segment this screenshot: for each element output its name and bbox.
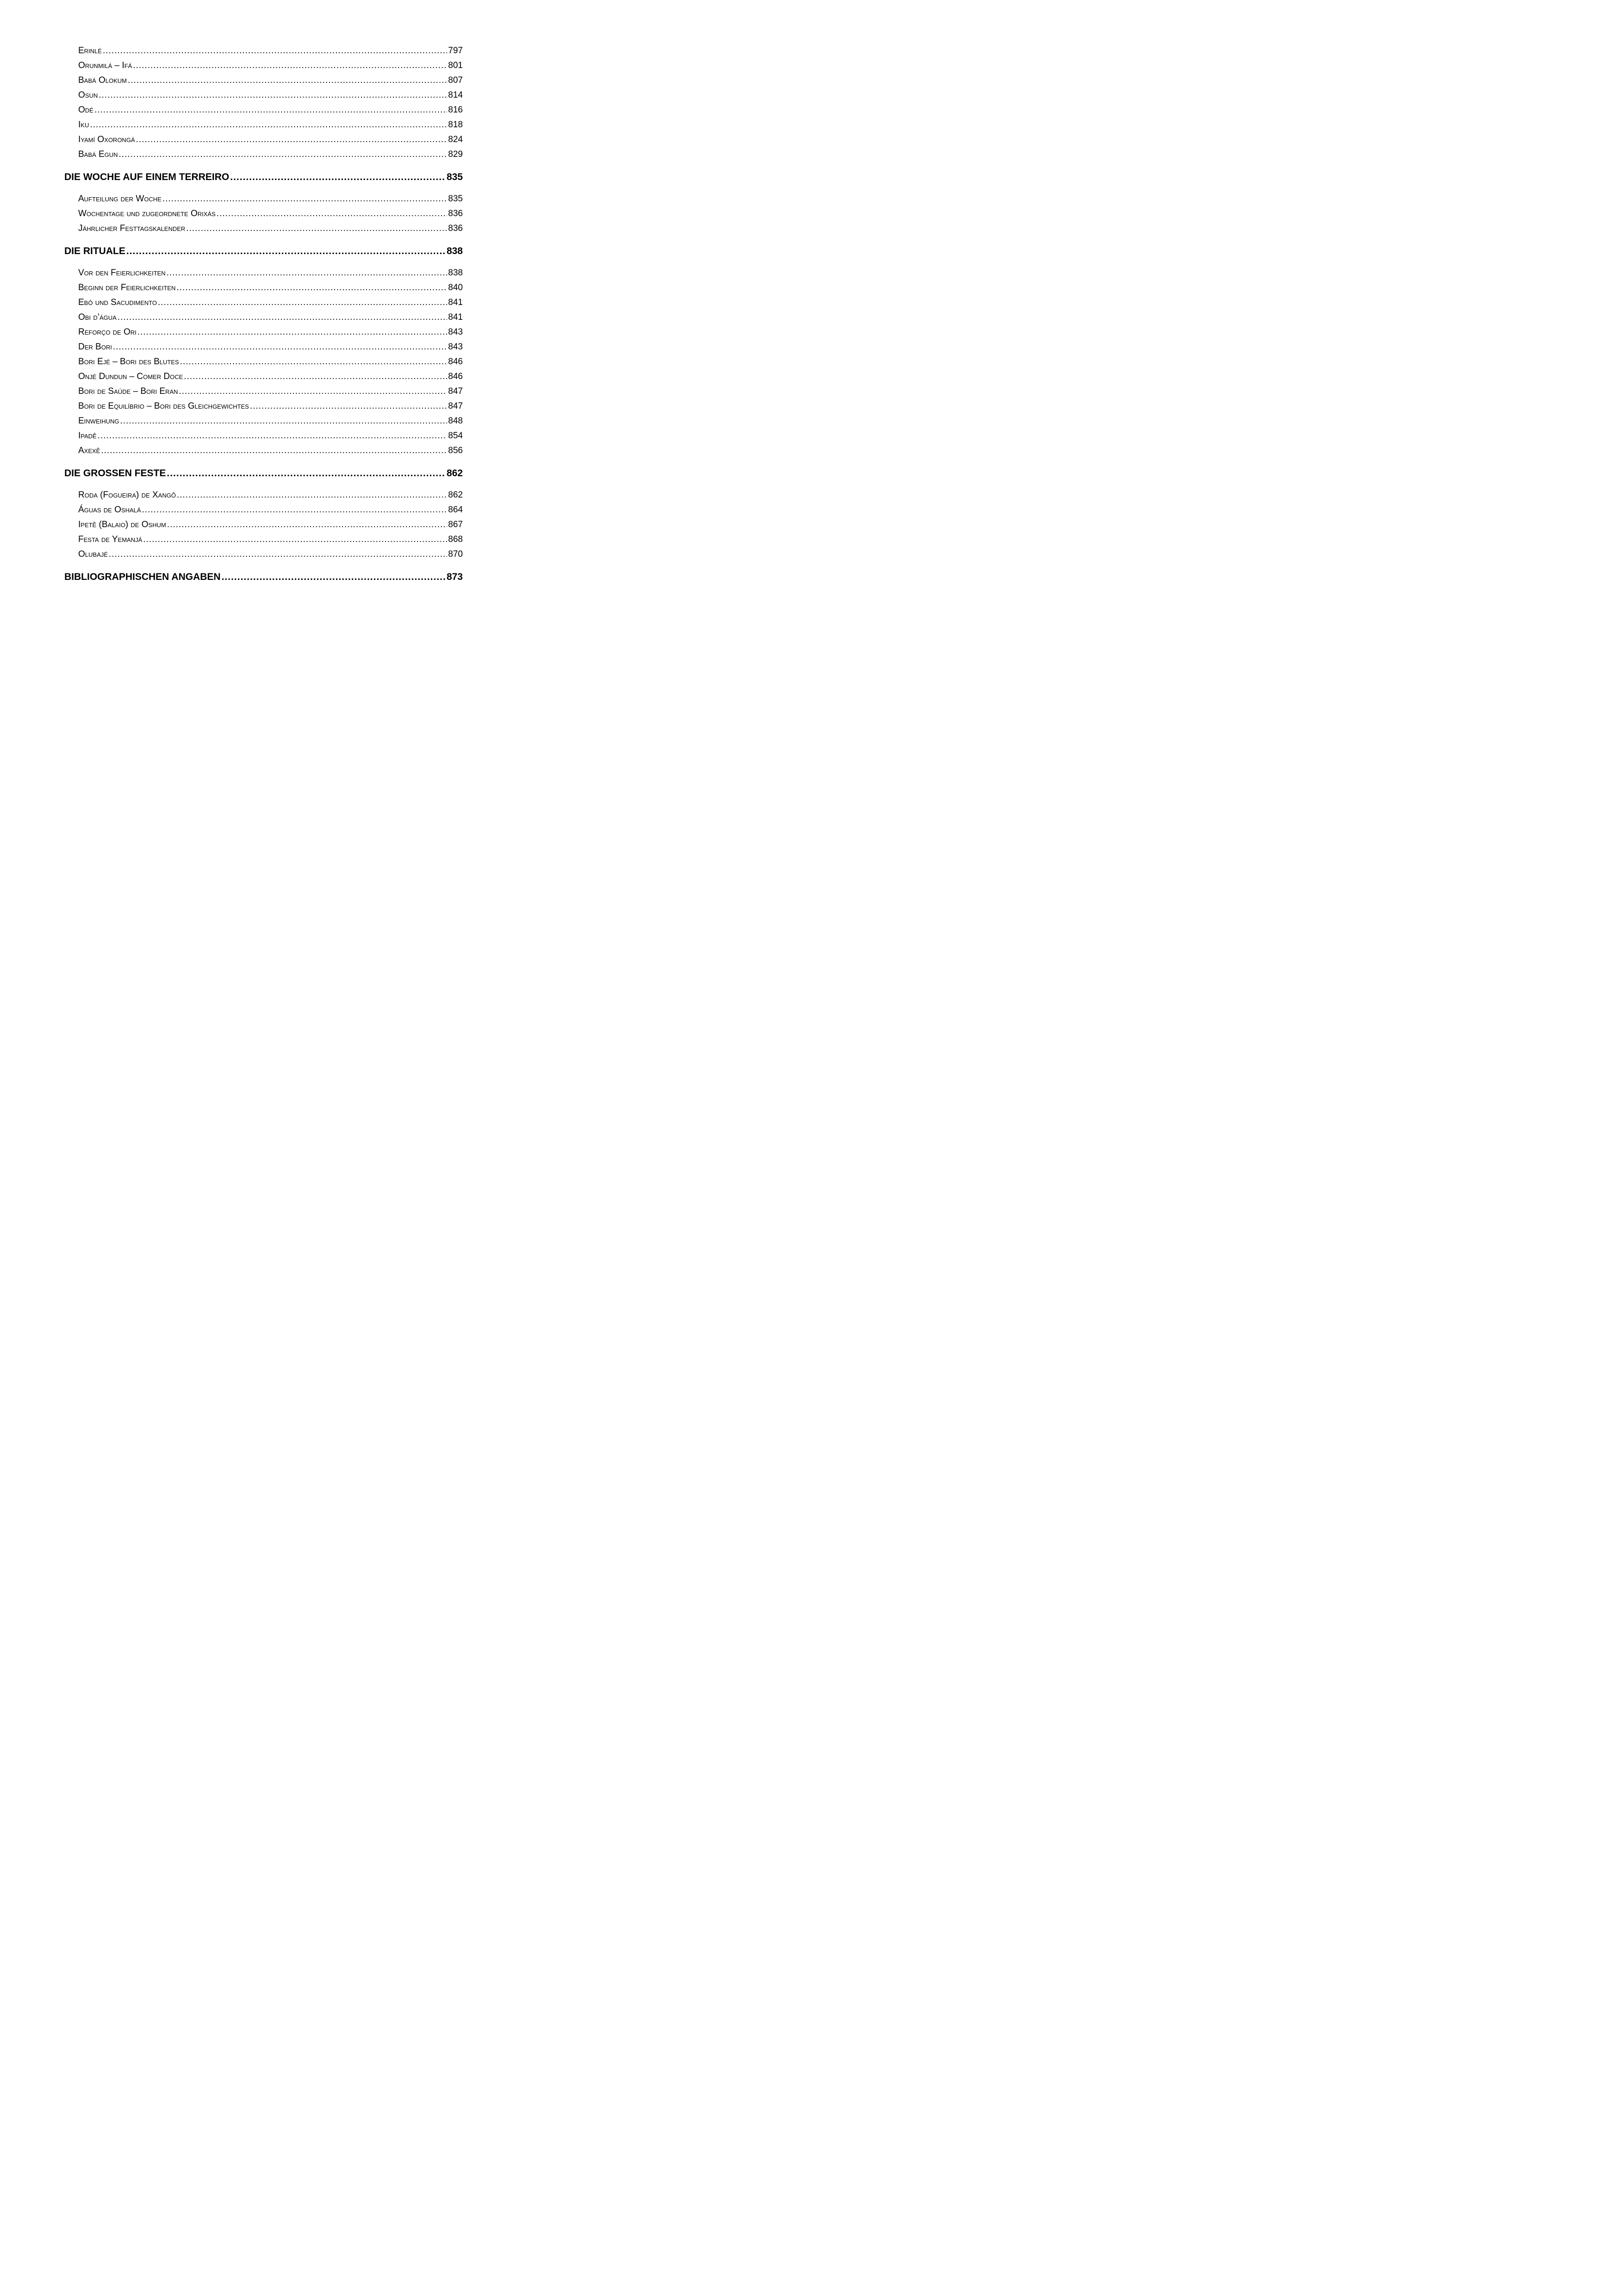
toc-entry-page-number: 814: [448, 90, 463, 100]
toc-section-entry: [78, 520, 463, 535]
toc-entry-title: Vor den Feierlichkeiten: [78, 268, 166, 278]
toc-chapter-entry: [64, 172, 463, 187]
dot-leader: [167, 520, 447, 530]
dot-leader: [186, 224, 447, 234]
toc-entry-page-number: 807: [448, 75, 463, 85]
toc-entry-page-number: 847: [448, 401, 463, 411]
toc-entry-page-number: 847: [448, 386, 463, 396]
dot-leader: [113, 342, 447, 352]
toc-entry-title: Onjé Dundun – Comer Doce: [78, 372, 183, 381]
toc-entry-page-number: 816: [448, 105, 463, 115]
toc-entry-page-number: 862: [446, 468, 463, 479]
toc-entry-title: Ebó und Sacudimento: [78, 298, 157, 307]
toc-entry-title: Aufteilung der Woche: [78, 194, 162, 204]
toc-entry-title: Obi d’água: [78, 312, 117, 322]
dot-leader: [167, 468, 446, 479]
toc-section-entry: [78, 401, 463, 416]
toc-entry-page-number: 840: [448, 283, 463, 292]
toc-entry-page-number: 797: [448, 46, 463, 56]
toc-entry-page-number: 836: [448, 224, 463, 233]
toc-entry-title: Bori de Equilíbrio – Bori des Gleichgewichtes: [78, 401, 249, 411]
toc-section-entry: [78, 490, 463, 505]
toc-entry-title: Wochentage und zugeordnete Orixás: [78, 209, 216, 218]
toc-entry-page-number: 846: [448, 357, 463, 367]
toc-section-entry: [78, 416, 463, 431]
toc-entry-title: DIE WOCHE AUF EINEM TERREIRO: [64, 172, 230, 182]
toc-entry-title: Beginn der Feierlichkeiten: [78, 283, 176, 292]
table-of-contents: [64, 46, 463, 594]
toc-entry-title: DIE RITUALE: [64, 246, 125, 256]
toc-entry-title: Odé: [78, 105, 93, 115]
toc-section-entry: [78, 312, 463, 327]
toc-entry-title: Der Bori: [78, 342, 112, 352]
dot-leader: [128, 75, 447, 86]
toc-section-entry: [78, 209, 463, 224]
toc-entry-title: Orunmilá – Ifá: [78, 61, 132, 70]
dot-leader: [180, 357, 448, 367]
toc-chapter-entry: [64, 246, 463, 261]
toc-section-entry: [78, 46, 463, 61]
toc-entry-page-number: 864: [448, 505, 463, 515]
dot-leader: [222, 572, 446, 583]
dot-leader: [103, 46, 447, 56]
toc-section-entry: [78, 505, 463, 520]
toc-section-entry: [78, 268, 463, 283]
dot-leader: [101, 446, 447, 456]
toc-entry-title: Águas de Oshalá: [78, 505, 141, 515]
toc-entry-title: Bori Ejé – Bori des Blutes: [78, 357, 179, 367]
toc-entry-page-number: 836: [448, 209, 463, 218]
toc-section-entry: [78, 149, 463, 164]
toc-entry-title: Iyamí Oxorongá: [78, 135, 135, 144]
toc-entry-title: Iku: [78, 120, 89, 130]
toc-section-entry: [78, 224, 463, 238]
dot-leader: [217, 209, 448, 219]
toc-entry-page-number: 873: [446, 572, 463, 582]
toc-section-entry: [78, 342, 463, 357]
toc-section-entry: [78, 357, 463, 372]
toc-entry-page-number: 801: [448, 61, 463, 70]
toc-entry-page-number: 838: [446, 246, 463, 256]
dot-leader: [119, 149, 448, 160]
toc-section-entry: [78, 105, 463, 120]
toc-entry-page-number: 843: [448, 342, 463, 352]
toc-section-entry: [78, 61, 463, 75]
dot-leader: [118, 312, 448, 323]
toc-section-entry: [78, 549, 463, 564]
toc-entry-page-number: 870: [448, 549, 463, 559]
dot-leader: [98, 431, 448, 441]
toc-entry-page-number: 856: [448, 446, 463, 455]
toc-entry-title: Festa de Yemanjá: [78, 535, 143, 544]
toc-section-entry: [78, 431, 463, 446]
toc-section-entry: [78, 446, 463, 460]
toc-entry-page-number: 829: [448, 149, 463, 159]
toc-entry-title: Babá Olokum: [78, 75, 127, 85]
dot-leader: [133, 61, 447, 71]
toc-entry-title: BIBLIOGRAPHISCHEN ANGABEN: [64, 572, 221, 582]
document-page: [0, 0, 509, 722]
dot-leader: [230, 172, 446, 183]
dot-leader: [162, 194, 447, 204]
dot-leader: [126, 246, 446, 257]
toc-entry-page-number: 824: [448, 135, 463, 144]
toc-section-entry: [78, 90, 463, 105]
dot-leader: [99, 90, 447, 100]
toc-entry-title: Roda (Fogueira) de Xangô: [78, 490, 176, 500]
toc-entry-page-number: 835: [448, 194, 463, 204]
toc-section-entry: [78, 372, 463, 386]
toc-entry-page-number: 846: [448, 372, 463, 381]
dot-leader: [136, 135, 448, 145]
toc-section-entry: [78, 120, 463, 135]
dot-leader: [167, 268, 448, 278]
toc-entry-title: Einweihung: [78, 416, 119, 426]
toc-section-entry: [78, 194, 463, 209]
toc-entry-page-number: 868: [448, 535, 463, 544]
toc-entry-page-number: 854: [448, 431, 463, 441]
toc-entry-title: Olubajé: [78, 549, 108, 559]
dot-leader: [176, 283, 447, 293]
toc-section-entry: [78, 298, 463, 312]
toc-chapter-entry: [64, 468, 463, 483]
toc-section-entry: [78, 283, 463, 298]
toc-entry-page-number: 838: [448, 268, 463, 278]
dot-leader: [158, 298, 447, 308]
toc-entry-page-number: 835: [446, 172, 463, 182]
dot-leader: [143, 535, 447, 545]
toc-entry-title: Ipadê: [78, 431, 97, 441]
dot-leader: [137, 327, 448, 337]
dot-leader: [120, 416, 448, 426]
toc-section-entry: [78, 327, 463, 342]
toc-entry-title: Jährlicher Festtagskalender: [78, 224, 186, 233]
toc-entry-page-number: 843: [448, 327, 463, 337]
dot-leader: [179, 386, 448, 397]
toc-section-entry: [78, 135, 463, 149]
toc-entry-page-number: 848: [448, 416, 463, 426]
toc-entry-title: Bori de Saúde – Bori Eran: [78, 386, 178, 396]
toc-section-entry: [78, 75, 463, 90]
toc-entry-page-number: 841: [448, 298, 463, 307]
toc-entry-title: Reforço de Ori: [78, 327, 137, 337]
dot-leader: [250, 401, 447, 411]
toc-section-entry: [78, 386, 463, 401]
toc-entry-page-number: 841: [448, 312, 463, 322]
toc-entry-page-number: 862: [448, 490, 463, 500]
toc-entry-title: Babá Egun: [78, 149, 118, 159]
dot-leader: [94, 105, 447, 115]
dot-leader: [142, 505, 448, 515]
dot-leader: [184, 372, 447, 382]
toc-section-entry: [78, 535, 463, 549]
toc-entry-title: Ipetê (Balaio) de Oshum: [78, 520, 166, 529]
toc-entry-page-number: 867: [448, 520, 463, 529]
dot-leader: [90, 120, 447, 130]
toc-chapter-entry: [64, 572, 463, 586]
dot-leader: [177, 490, 447, 500]
toc-entry-title: Axexê: [78, 446, 100, 455]
toc-entry-title: Osun: [78, 90, 98, 100]
toc-entry-title: Erinlé: [78, 46, 102, 56]
toc-entry-page-number: 818: [448, 120, 463, 130]
dot-leader: [109, 549, 447, 560]
toc-entry-title: DIE GROSSEN FESTE: [64, 468, 166, 479]
